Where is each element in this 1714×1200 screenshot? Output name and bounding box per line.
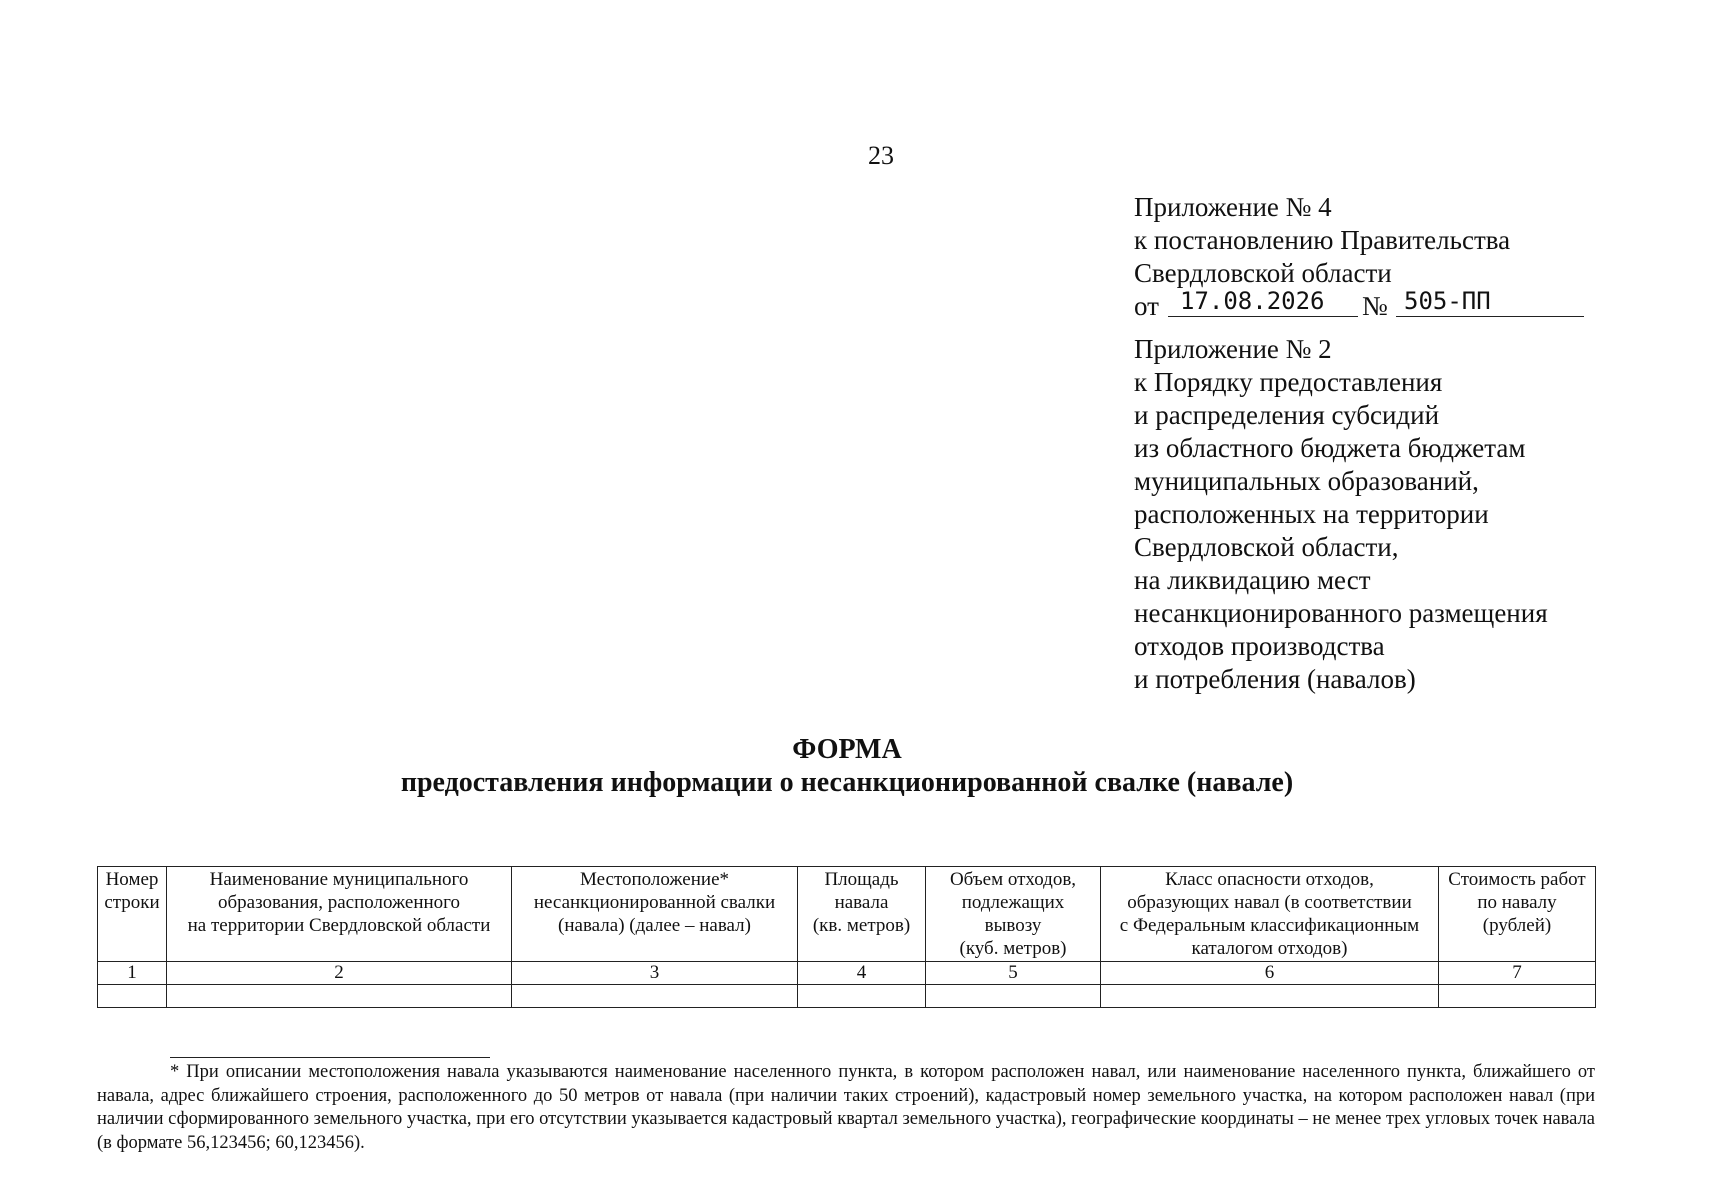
empty-cell [1101, 985, 1439, 1008]
appendix-secondary-line: отходов производства [1134, 631, 1385, 661]
column-number-cell: 1 [98, 962, 167, 985]
empty-cell [512, 985, 798, 1008]
information-form-table [97, 866, 1596, 1008]
resolution-number: 505-ПП [1396, 286, 1584, 317]
resolution-date: 17.08.2026 [1168, 286, 1358, 317]
appendix-primary-block [1134, 191, 1604, 323]
column-number-cell: 3 [512, 962, 798, 985]
appendix-secondary-line: Приложение № 2 [1134, 334, 1332, 364]
footnote-text: * При описании местоположения навала указываются наименование населенного пункта, в котором расположен навал, или наименование населенного пункта, ближайшего от навала, адрес ближайшего строения, расположенного до 50 метров от навала (при наличии таких строений), кадастровый номер земельного участка, на котором расположен навал (при наличии сформированного земельного участка, при его отсутствии указывается кадастровый квартал земельного участка), географические координаты – не менее трех угловых точек навала (в формате 56,123456; 60,123456). [97, 1062, 1595, 1153]
column-number-cell: 4 [798, 962, 926, 985]
page-number: 23 [868, 141, 894, 170]
empty-data-row [98, 985, 1596, 1008]
number-prefix: № [1362, 291, 1388, 321]
appendix-secondary-line: Свердловской области, [1134, 532, 1399, 562]
column-header-volume: Объем отходов, подлежащих вывозу (куб. метров) [926, 867, 1101, 962]
empty-cell [1439, 985, 1596, 1008]
empty-cell [167, 985, 512, 1008]
column-number-cell: 7 [1439, 962, 1596, 985]
column-number-row [98, 962, 1596, 985]
resolution-reference-line [1134, 287, 1604, 323]
appendix-primary-line: к постановлению Правительства [1134, 225, 1511, 255]
appendix-primary-line: Свердловской области [1134, 258, 1392, 288]
column-header-location: Местоположение* несанкционированной свалки (навала) (далее – навал) [512, 867, 798, 962]
empty-cell [798, 985, 926, 1008]
empty-cell [926, 985, 1101, 1008]
footnote-separator [170, 1057, 490, 1058]
column-header-row-number: Номер строки [98, 867, 167, 962]
appendix-secondary-line: и распределения субсидий [1134, 400, 1440, 430]
appendix-secondary-line: расположенных на территории [1134, 499, 1489, 529]
column-header-cost: Стоимость работ по навалу (рублей) [1439, 867, 1596, 962]
column-header-area: Площадь навала (кв. метров) [798, 867, 926, 962]
column-header-hazard-class: Класс опасности отходов, образующих навал (в соответствии с Федеральным классификационным каталогом отходов) [1101, 867, 1439, 962]
appendix-secondary-line: и потребления (навалов) [1134, 664, 1416, 694]
appendix-primary-line: Приложение № 4 [1134, 192, 1332, 222]
column-number-cell: 5 [926, 962, 1101, 985]
appendix-secondary-line: на ликвидацию мест [1134, 565, 1371, 595]
column-header-municipality: Наименование муниципального образования, расположенного на территории Свердловской области [167, 867, 512, 962]
form-subtitle: предоставления информации о несанкционированной свалке (навале) [400, 767, 1294, 798]
appendix-secondary-line: из областного бюджета бюджетам [1134, 433, 1526, 463]
empty-cell [98, 985, 167, 1008]
table-header-row [98, 867, 1596, 962]
form-title: ФОРМА [792, 734, 902, 765]
appendix-secondary-line: к Порядку предоставления [1134, 367, 1443, 397]
column-number-cell: 2 [167, 962, 512, 985]
appendix-secondary-block [1134, 333, 1604, 696]
appendix-secondary-line: муниципальных образований, [1134, 466, 1479, 496]
column-number-cell: 6 [1101, 962, 1439, 985]
appendix-secondary-line: несанкционированного размещения [1134, 598, 1548, 628]
date-prefix: от [1134, 291, 1159, 321]
